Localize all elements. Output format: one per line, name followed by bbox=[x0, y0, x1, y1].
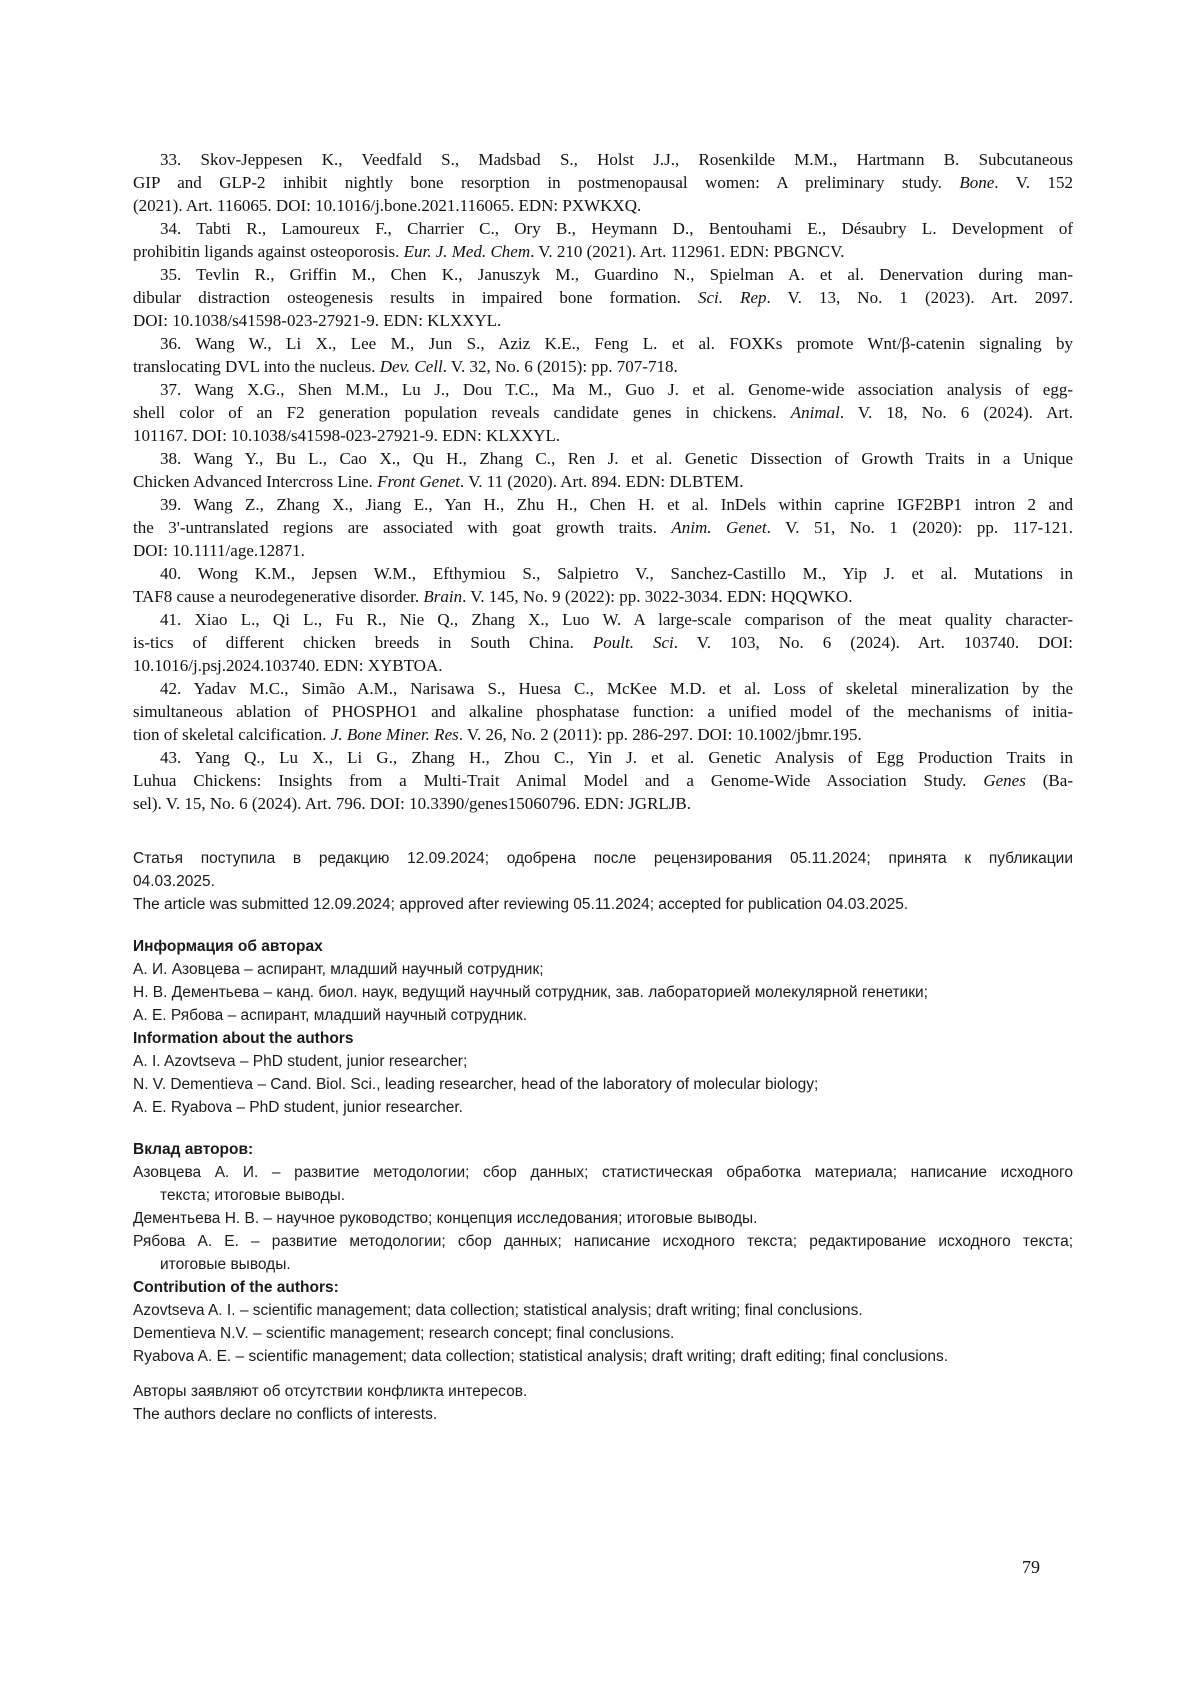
journal-name: Bone bbox=[959, 173, 995, 192]
conflict-note-en: The authors declare no conflicts of interests. bbox=[133, 1406, 438, 1423]
reference-text: prohibitin ligands against osteoporosis. bbox=[133, 242, 404, 261]
author-item-ru: Н. В. Дементьева – канд. биол. наук, ведущий научный сотрудник, зав. лабораторией молекулярной генетики; bbox=[133, 984, 928, 1001]
contributions-list-ru bbox=[133, 1161, 1073, 1276]
journal-name: Poult. Sci bbox=[592, 633, 674, 652]
contributions-heading-en: Contribution of the authors: bbox=[133, 1279, 339, 1296]
contribution-item-ru bbox=[133, 1161, 1073, 1207]
contributions-list-en bbox=[133, 1299, 1073, 1368]
reference-text: . V. 18, No. 6 (2024). Art. bbox=[839, 403, 1073, 422]
reference-text: 35. Tevlin R., Griffin M., Chen K., Januszyk M., Guardino N., Spielman A. et al. Denervation during man- bbox=[160, 265, 1073, 284]
author-item-en: A. E. Ryabova – PhD student, junior researcher. bbox=[133, 1099, 463, 1116]
contributions-heading-ru: Вклад авторов: bbox=[133, 1141, 254, 1158]
journal-name: Front Genet bbox=[377, 472, 460, 491]
conflict-section bbox=[133, 1380, 1073, 1426]
reference-text: . V. 32, No. 6 (2015): pp. 707-718. bbox=[442, 357, 678, 376]
contribution-item-ru bbox=[133, 1207, 1073, 1230]
journal-name: Animal bbox=[790, 403, 840, 422]
reference-item bbox=[133, 148, 1073, 217]
reference-text: Chicken Advanced Intercross Line. bbox=[133, 472, 378, 491]
reference-text: 04.03.2025. bbox=[133, 873, 215, 890]
submission-note-ru bbox=[133, 847, 1073, 893]
reference-text: 39. Wang Z., Zhang X., Jiang E., Yan H., Zhu H., Chen H. et al. InDels within caprine IGF2BP1 intron 2 and bbox=[160, 495, 1073, 514]
reference-item bbox=[133, 746, 1073, 815]
reference-item bbox=[133, 263, 1073, 332]
reference-item bbox=[133, 217, 1073, 263]
reference-text: 42. Yadav M.C., Simão A.M., Narisawa S., Huesa C., McKee M.D. et al. Loss of skeletal mineralization by the bbox=[160, 679, 1073, 698]
journal-name: Anim. Genet bbox=[671, 518, 767, 537]
reference-text: simultaneous ablation of PHOSPHO1 and alkaline phosphatase function: a unified model of the mechanisms of initia- bbox=[133, 702, 1073, 721]
reference-text: . V. 210 (2021). Art. 112961. EDN: PBGNCV. bbox=[530, 242, 845, 261]
authors-info-section bbox=[133, 935, 1073, 1119]
reference-text: GIP and GLP-2 inhibit nightly bone resorption in postmenopausal women: A preliminary study. bbox=[133, 173, 960, 192]
reference-text: 43. Yang Q., Lu X., Li G., Zhang H., Zhou C., Yin J. et al. Genetic Analysis of Egg Production Traits in bbox=[160, 748, 1073, 767]
reference-item bbox=[133, 562, 1073, 608]
reference-text: . V. 103, No. 6 (2024). Art. 103740. DOI: bbox=[673, 633, 1073, 652]
reference-item bbox=[133, 332, 1073, 378]
reference-text: 10.1016/j.psj.2024.103740. EDN: XYBTOA. bbox=[133, 656, 443, 675]
contribution-item-ru bbox=[133, 1230, 1073, 1276]
reference-text: DOI: 10.1111/age.12871. bbox=[133, 541, 305, 560]
authors-info-list-en bbox=[133, 1050, 1073, 1119]
reference-text: shell color of an F2 generation population reveals candidate genes in chickens. bbox=[133, 403, 791, 422]
reference-text: sel). V. 15, No. 6 (2024). Art. 796. DOI: 10.3390/genes15060796. EDN: JGRLJB. bbox=[133, 794, 691, 813]
reference-text: 101167. DOI: 10.1038/s41598-023-27921-9. EDN: KLXXYL. bbox=[133, 426, 561, 445]
journal-name: Genes bbox=[983, 771, 1026, 790]
reference-text: 40. Wong K.M., Jepsen W.M., Efthymiou S., Salpietro V., Sanchez-Castillo M., Yip J. et al. Mutations in bbox=[160, 564, 1073, 583]
author-item-en: A. I. Azovtseva – PhD student, junior researcher; bbox=[133, 1053, 468, 1070]
reference-text: . V. 26, No. 2 (2011): pp. 286-297. DOI: 10.1002/jbmr.195. bbox=[458, 725, 862, 744]
journal-name: Dev. Cell bbox=[379, 357, 443, 376]
reference-text: Статья поступила в редакцию 12.09.2024; одобрена после рецензирования 05.11.2024; принята к публикации bbox=[133, 850, 1073, 867]
reference-text: . V. 13, No. 1 (2023). Art. 2097. bbox=[766, 288, 1073, 307]
reference-text: Дементьева Н. В. – научное руководство; концепция исследования; итоговые выводы. bbox=[133, 1210, 758, 1227]
contributions-section bbox=[133, 1138, 1073, 1368]
reference-text: Рябова А. Е. – развитие методологии; сбор данных; написание исходного текста; редактирование исходного текста; bbox=[133, 1233, 1073, 1250]
reference-text: . V. 11 (2020). Art. 894. EDN: DLBTEM. bbox=[460, 472, 744, 491]
reference-text: DOI: 10.1038/s41598-023-27921-9. EDN: KLXXYL. bbox=[133, 311, 502, 330]
reference-text: Азовцева А. И. – развитие методологии; сбор данных; статистическая обработка материала; написание исходного bbox=[133, 1164, 1073, 1181]
conflict-note-ru: Авторы заявляют об отсутствии конфликта интересов. bbox=[133, 1383, 528, 1400]
authors-info-list-ru bbox=[133, 958, 1073, 1027]
submission-note-en: The article was submitted 12.09.2024; approved after reviewing 05.11.2024; accepted for publication 04.03.2025. bbox=[133, 896, 909, 913]
reference-text: dibular distraction osteogenesis results in impaired bone formation. bbox=[133, 288, 698, 307]
reference-text: 34. Tabti R., Lamoureux F., Charrier C., Ory B., Heymann D., Bentouhami E., Désaubry L. Development of bbox=[160, 219, 1073, 238]
reference-item bbox=[133, 378, 1073, 447]
reference-text: the 3'-untranslated regions are associated with goat growth traits. bbox=[133, 518, 672, 537]
reference-text: 38. Wang Y., Bu L., Cao X., Qu H., Zhang C., Ren J. et al. Genetic Dissection of Growth Traits in a Unique bbox=[160, 449, 1073, 468]
reference-text: is-tics of different chicken breeds in South China. bbox=[133, 633, 593, 652]
page-number: 79 bbox=[1022, 1557, 1040, 1577]
journal-name: Eur. J. Med. Chem bbox=[403, 242, 531, 261]
reference-text: tion of skeletal calcification. bbox=[133, 725, 331, 744]
author-item-ru: А. И. Азовцева – аспирант, младший научный сотрудник; bbox=[133, 961, 544, 978]
reference-text: TAF8 cause a neurodegenerative disorder. bbox=[133, 587, 424, 606]
reference-text: 41. Xiao L., Qi L., Fu R., Nie Q., Zhang X., Luo W. A large-scale comparison of the meat quality character- bbox=[160, 610, 1073, 629]
references-section bbox=[133, 148, 1073, 815]
reference-text: (2021). Art. 116065. DOI: 10.1016/j.bone.2021.116065. EDN: PXWKXQ. bbox=[133, 196, 642, 215]
reference-text: 33. Skov-Jeppesen K., Veedfald S., Madsbad S., Holst J.J., Rosenkilde M.M., Hartmann B. Subcutaneous bbox=[160, 150, 1073, 169]
authors-info-heading-ru: Информация об авторах bbox=[133, 938, 323, 955]
reference-item bbox=[133, 608, 1073, 677]
contribution-item-en: Azovtseva A. I. – scientific management; data collection; statistical analysis; draft writing; final conclusions. bbox=[133, 1302, 863, 1319]
contribution-item-en: Ryabova A. E. – scientific management; data collection; statistical analysis; draft writing; draft editing; final conclusions. bbox=[133, 1348, 949, 1365]
reference-text: . V. 152 bbox=[994, 173, 1074, 192]
submission-section bbox=[133, 847, 1073, 916]
reference-item bbox=[133, 493, 1073, 562]
journal-name: J. Bone Miner. Res bbox=[330, 725, 459, 744]
reference-item bbox=[133, 447, 1073, 493]
author-item-ru: А. Е. Рябова – аспирант, младший научный сотрудник. bbox=[133, 1007, 528, 1024]
reference-text: . V. 145, No. 9 (2022): pp. 3022-3034. EDN: HQQWKO. bbox=[462, 587, 853, 606]
reference-text: Luhua Chickens: Insights from a Multi-Trait Animal Model and a Genome-Wide Association Study. bbox=[133, 771, 984, 790]
journal-name: Sci. Rep bbox=[697, 288, 767, 307]
reference-text: . V. 51, No. 1 (2020): pp. 117-121. bbox=[766, 518, 1073, 537]
authors-info-heading-en: Information about the authors bbox=[133, 1030, 354, 1047]
reference-item bbox=[133, 677, 1073, 746]
reference-text: текста; итоговые выводы. bbox=[160, 1187, 346, 1204]
reference-text: итоговые выводы. bbox=[160, 1256, 291, 1273]
journal-name: Brain bbox=[423, 587, 463, 606]
reference-text: 36. Wang W., Li X., Lee M., Jun S., Aziz K.E., Feng L. et al. FOXKs promote Wnt/β-catenin signaling by bbox=[160, 334, 1073, 353]
contribution-item-en: Dementieva N.V. – scientific management; research concept; final conclusions. bbox=[133, 1325, 675, 1342]
reference-text: (Ba- bbox=[1025, 771, 1073, 790]
reference-text: 37. Wang X.G., Shen M.M., Lu J., Dou T.C., Ma M., Guo J. et al. Genome-wide association analysis of egg- bbox=[160, 380, 1073, 399]
author-item-en: N. V. Dementieva – Cand. Biol. Sci., leading researcher, head of the laboratory of molecular biology; bbox=[133, 1076, 819, 1093]
reference-text: translocating DVL into the nucleus. bbox=[133, 357, 380, 376]
